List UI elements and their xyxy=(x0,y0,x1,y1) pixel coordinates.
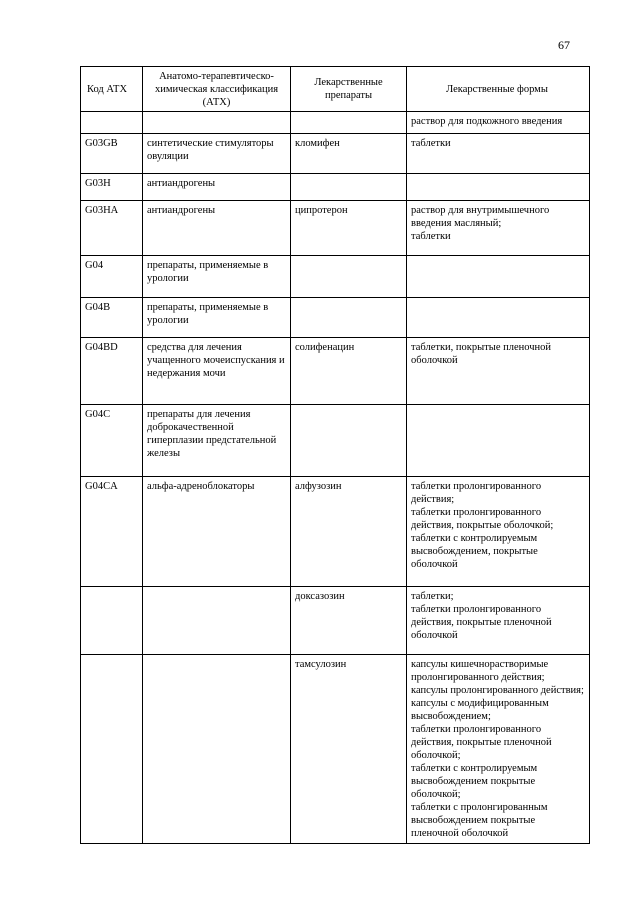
cell-drug: тамсулозин xyxy=(291,655,407,844)
cell-forms: раствор для внутримышечного введения масляный; таблетки xyxy=(407,201,590,256)
cell-atx: альфа-адреноблокаторы xyxy=(143,477,291,587)
cell-code xyxy=(81,112,143,134)
cell-forms: таблетки; таблетки пролонгированного действия, покрытые пленочной оболочкой xyxy=(407,587,590,655)
header-classification: Анатомо-терапевтическо-химическая классификация (АТХ) xyxy=(143,67,291,112)
cell-forms: таблетки xyxy=(407,134,590,174)
cell-drug: доксазозин xyxy=(291,587,407,655)
header-drugs: Лекарственные препараты xyxy=(291,67,407,112)
cell-drug xyxy=(291,256,407,298)
table-row xyxy=(81,201,590,256)
cell-atx xyxy=(143,655,291,844)
cell-atx: антиандрогены xyxy=(143,174,291,201)
table-row xyxy=(81,405,590,477)
cell-atx: антиандрогены xyxy=(143,201,291,256)
table-row xyxy=(81,587,590,655)
cell-atx xyxy=(143,112,291,134)
cell-atx: синтетические стимуляторы овуляции xyxy=(143,134,291,174)
table-row xyxy=(81,298,590,338)
table-row xyxy=(81,256,590,298)
cell-forms: капсулы кишечнорастворимые пролонгированного действия; капсулы пролонгированного действия; капсулы с модифицированным высвобождением; таблетки пролонгированного действия, покрытые пленочной оболочкой; таблетки с контролируемым высвобождением покрытые оболочкой; таблетки с пролонгированным высвобождением покрытые пленочной оболочкой xyxy=(407,655,590,844)
cell-forms: раствор для подкожного введения xyxy=(407,112,590,134)
table-row xyxy=(81,112,590,134)
cell-drug xyxy=(291,298,407,338)
cell-code: G03GB xyxy=(81,134,143,174)
header-forms: Лекарственные формы xyxy=(407,67,590,112)
cell-atx xyxy=(143,587,291,655)
cell-code: G04C xyxy=(81,405,143,477)
cell-code: G04 xyxy=(81,256,143,298)
cell-drug xyxy=(291,174,407,201)
cell-code: G04BD xyxy=(81,338,143,405)
cell-drug: солифенацин xyxy=(291,338,407,405)
cell-atx: препараты для лечения доброкачественной гиперплазии предстательной железы xyxy=(143,405,291,477)
cell-atx: препараты, применяемые в урологии xyxy=(143,256,291,298)
cell-forms xyxy=(407,298,590,338)
cell-atx: средства для лечения учащенного мочеиспускания и недержания мочи xyxy=(143,338,291,405)
cell-forms xyxy=(407,256,590,298)
table-row xyxy=(81,134,590,174)
cell-code: G04B xyxy=(81,298,143,338)
cell-code xyxy=(81,655,143,844)
table-row xyxy=(81,655,590,844)
cell-drug: ципротерон xyxy=(291,201,407,256)
cell-code: G04CA xyxy=(81,477,143,587)
cell-drug: кломифен xyxy=(291,134,407,174)
cell-forms xyxy=(407,174,590,201)
cell-atx: препараты, применяемые в урологии xyxy=(143,298,291,338)
cell-forms: таблетки пролонгированного действия; таблетки пролонгированного действия, покрытые оболочкой; таблетки с контролируемым высвобождением, покрытые оболочкой xyxy=(407,477,590,587)
page-number: 67 xyxy=(558,38,570,52)
cell-code: G03H xyxy=(81,174,143,201)
cell-forms: таблетки, покрытые пленочной оболочкой xyxy=(407,338,590,405)
cell-drug xyxy=(291,405,407,477)
cell-drug xyxy=(291,112,407,134)
header-code: Код АТХ xyxy=(81,67,143,112)
cell-drug: алфузозин xyxy=(291,477,407,587)
cell-code xyxy=(81,587,143,655)
table-row xyxy=(81,477,590,587)
table-header-row xyxy=(81,67,590,112)
table-row xyxy=(81,338,590,405)
cell-forms xyxy=(407,405,590,477)
table-row xyxy=(81,174,590,201)
cell-code: G03HA xyxy=(81,201,143,256)
atx-table xyxy=(80,66,590,844)
